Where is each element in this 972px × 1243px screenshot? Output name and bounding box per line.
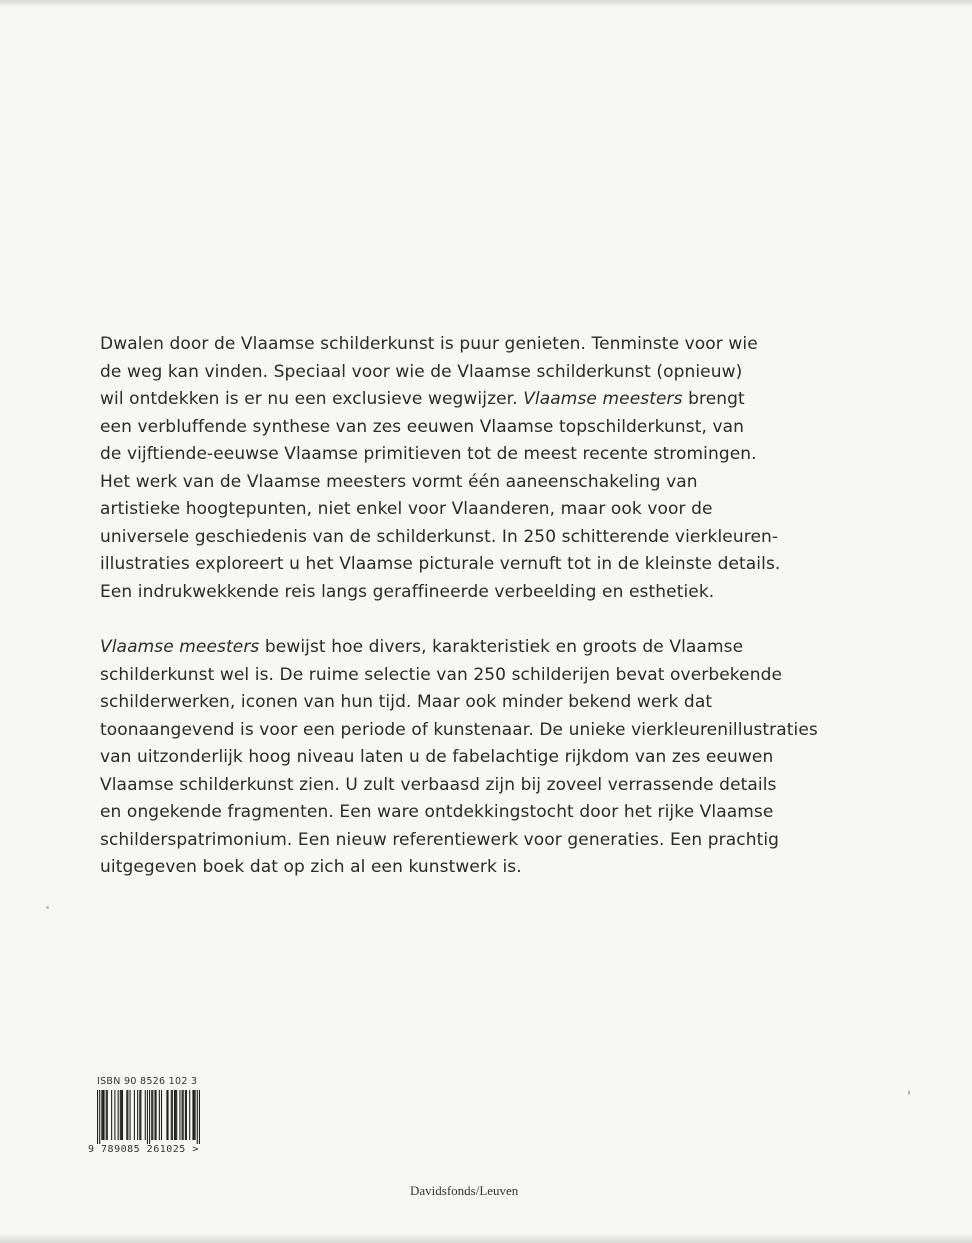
barcode-bar: [147, 1090, 148, 1144]
barcode-bar: [167, 1090, 168, 1140]
barcode-bar: [149, 1090, 150, 1144]
blurb-line: Vlaamse schilderkunst zien. U zult verbaasd zijn bij zoveel verrassende details: [100, 774, 777, 795]
isbn-barcode: [88, 1076, 208, 1162]
blurb-line: Het werk van de Vlaamse meesters vormt één aaneenschakeling van: [100, 471, 698, 492]
barcode-bar: [166, 1090, 167, 1140]
barcode-bar: [189, 1090, 190, 1140]
barcode-bar: [179, 1090, 180, 1140]
blurb-paragraph-1: [100, 331, 860, 606]
isbn-label: ISBN 90 8526 102 3: [97, 1076, 198, 1087]
barcode-bar: [175, 1090, 176, 1140]
blurb-line: schilderwerken, iconen van hun tijd. Maar ook minder bekend werk dat: [100, 692, 713, 712]
barcode-bar: [97, 1090, 98, 1144]
barcode-bar: [192, 1090, 193, 1140]
barcode-bar: [171, 1090, 172, 1140]
barcode-bar: [127, 1090, 128, 1140]
barcode-bar: [197, 1090, 198, 1144]
barcode-bar: [118, 1090, 119, 1140]
blurb-text: brengt: [682, 389, 745, 409]
blurb-line: uitgegeven boek dat op zich al een kunstwerk is.: [100, 857, 522, 877]
barcode-bar: [107, 1090, 108, 1140]
back-cover-blurb: [100, 331, 860, 882]
blurb-line: en ongekende fragmenten. Een ware ontdekkingstocht door het rijke Vlaamse: [100, 802, 774, 822]
paper-speck: [46, 906, 49, 909]
page-edge-shadow-bottom: [0, 1233, 972, 1243]
book-title-italic: Vlaamse meesters: [523, 389, 683, 409]
barcode-icon: [97, 1090, 200, 1144]
paper-speck: [908, 1090, 910, 1095]
barcode-bar: [130, 1090, 131, 1140]
blurb-line: Een indrukwekkende reis langs geraffineerde verbeelding en esthetiek.: [100, 581, 715, 602]
page-edge-shadow-top: [0, 0, 972, 8]
barcode-bar: [102, 1090, 103, 1140]
barcode-bar: [172, 1090, 173, 1140]
barcode-bar: [104, 1090, 105, 1140]
barcode-bar: [185, 1090, 186, 1140]
blurb-text: bewijst hoe divers, karakteristiek en groots de Vlaamse: [259, 637, 744, 657]
barcode-bar: [111, 1090, 112, 1140]
barcode-bar: [114, 1090, 115, 1140]
barcode-bar: [193, 1090, 194, 1140]
barcode-bar: [186, 1090, 187, 1140]
barcode-bar: [159, 1090, 160, 1140]
barcode-bar: [139, 1090, 140, 1140]
barcode-bar: [156, 1090, 157, 1140]
barcode-bar: [99, 1090, 100, 1144]
barcode-bar: [140, 1090, 141, 1140]
barcode-bar: [122, 1090, 123, 1140]
barcode-bar: [126, 1090, 127, 1140]
blurb-line: illustraties exploreert u het Vlaamse picturale vernuft tot in de kleinste details.: [100, 554, 781, 574]
barcode-bar: [121, 1090, 122, 1140]
publisher-imprint: Davidsfonds/Leuven: [410, 1183, 519, 1198]
blurb-line: de weg kan vinden. Speciaal voor wie de Vlaamse schilderkunst (opnieuw): [100, 361, 743, 382]
barcode-bar: [174, 1090, 175, 1140]
blurb-line: van uitzonderlijk hoog niveau laten u de fabelachtige rijkdom van zes eeuwen: [100, 747, 774, 767]
barcode-digits: 9 789085 261025 >: [88, 1144, 199, 1155]
blurb-line: Dwalen door de Vlaamse schilderkunst is puur genieten. Tenminste voor wie: [100, 334, 758, 354]
barcode-bar: [182, 1090, 183, 1140]
blurb-line: universele geschiedenis van de schilderkunst. In 250 schitterende vierkleuren-: [100, 526, 779, 547]
barcode-bar: [195, 1090, 196, 1140]
barcode-bar: [161, 1090, 162, 1140]
blurb-line: toonaangevend is voor een periode of kunstenaar. De unieke vierkleurenillustraties: [100, 719, 818, 740]
blurb-text: wil ontdekken is er nu een exclusieve wegwijzer.: [100, 389, 524, 409]
barcode-bar: [106, 1090, 107, 1140]
blurb-line: artistieke hoogtepunten, niet enkel voor Vlaanderen, maar ook voor de: [100, 499, 713, 519]
blurb-line: schilderspatrimonium. Een nieuw referentiewerk voor generaties. Een prachtig: [100, 829, 780, 850]
barcode-bar: [152, 1090, 153, 1140]
barcode-bar: [151, 1090, 152, 1140]
barcode-bar: [183, 1090, 184, 1140]
blurb-line: een verbluffende synthese van zes eeuwen Vlaamse topschilderkunst, van: [100, 416, 745, 437]
barcode-bar: [176, 1090, 177, 1140]
barcode-bar: [199, 1090, 200, 1144]
barcode-bar: [137, 1090, 138, 1140]
blurb-paragraph-2: [100, 634, 860, 882]
barcode-bar: [101, 1090, 102, 1140]
book-title-italic: Vlaamse meesters: [100, 637, 260, 657]
blurb-line: de vijftiende-eeuwse Vlaamse primitieven tot de meest recente stromingen.: [100, 444, 757, 464]
blurb-line: [100, 386, 860, 414]
blurb-line: schilderkunst wel is. De ruime selectie van 250 schilderijen bevat overbekende: [100, 664, 783, 685]
blurb-line: [100, 634, 860, 662]
barcode-bar: [145, 1090, 146, 1140]
barcode-bar: [134, 1090, 135, 1140]
barcode-bar: [154, 1090, 155, 1140]
barcode-bar: [120, 1090, 121, 1140]
